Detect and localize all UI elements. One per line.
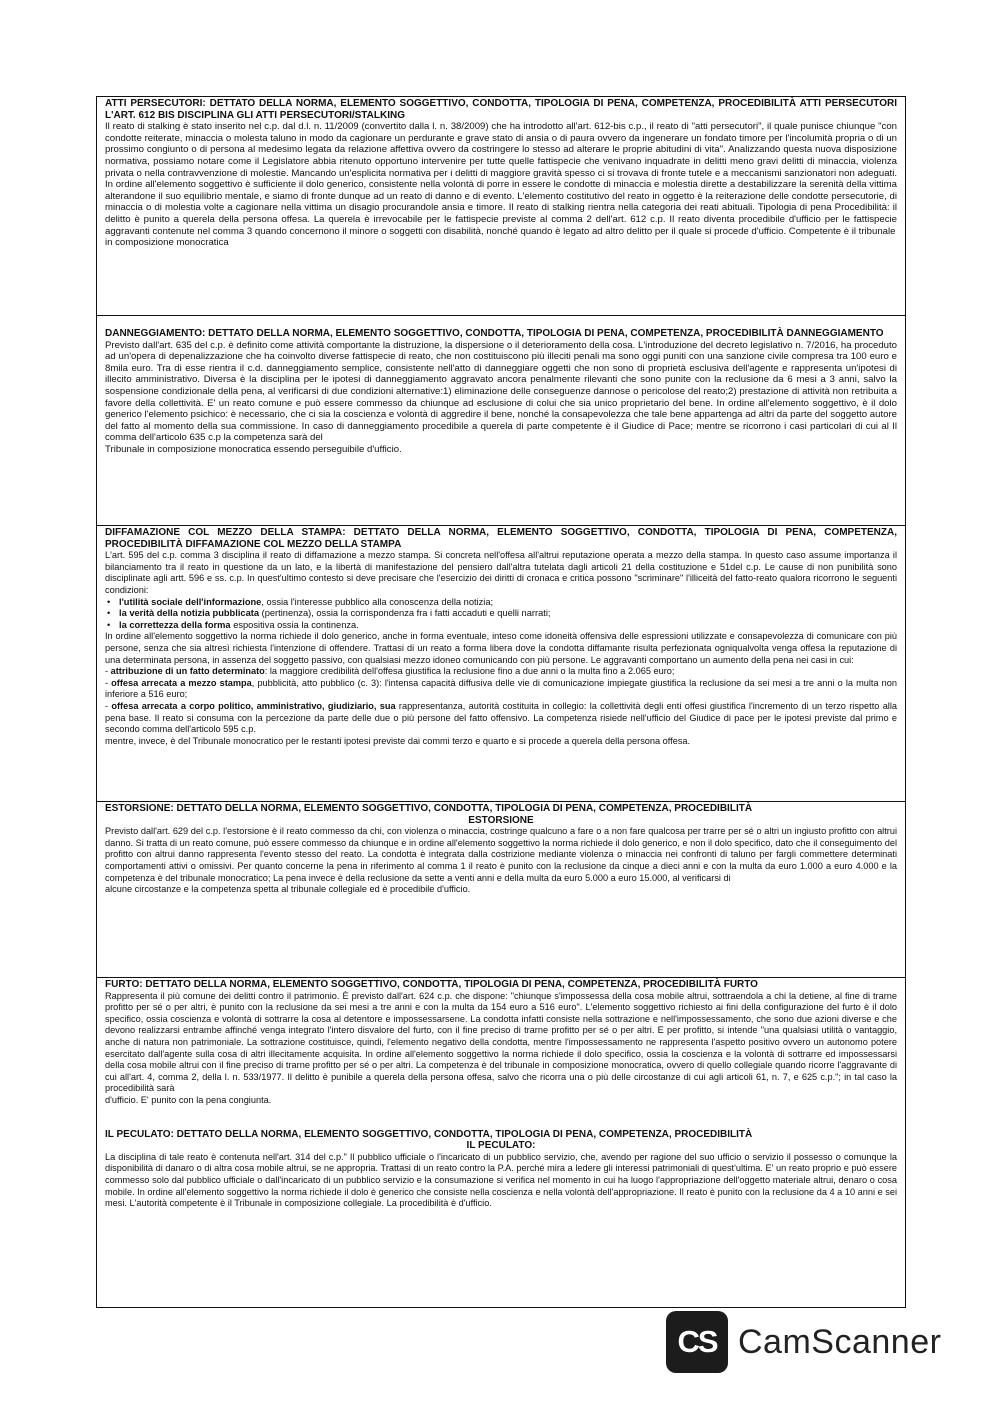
section-body: Il reato di stalking è stato inserito nel c.p. dal d.l. n. 11/2009 (convertito dalla l. n. 38/2009) che ha introdotto all'art. 612-bis c.p., il reato di "atti persecutori", il quale punisce chiunque "con condotte reiterate, minaccia o molesta taluno in modo da cagionare un perdurante e grave stato di ansia o di paura ovvero da ingenerare un fondato timore per l'incolumità propria o di un prossimo congiunto o di persona al medesimo legata da relazione affettiva ovvero da costringere lo stesso ad alterare le proprie abitudini di vita". Analizzando questa nuova disposizione normativa, possiamo notare come il Legislatore abbia ritenuto opportuno intervenire per tutte quelle fattispecie che venivano inquadrate in delitti meno gravi delitti di minaccia, violenza privata o nella contravvenzione di molestie. Mancando un'esplicita normativa per i delitti di maggiore gravità spesso ci si trovava di fronte tutele e a meccanismi sanzionatori non adeguati. In ordine all'elemento soggettivo è sufficiente il dolo generico, consistente nella volontà di porre in essere le condotte di minaccia e molestia dirette a destabilizzare la serenità della vittima alterandone il suo equilibrio mentale, e siamo di fronte dunque ad un reato di danno e di evento. L'elemento costitutivo del reato in oggetto è la reiterazione delle condotte persecutorie, di minaccia o di molestia volte a cagionare nella vittima un disagio procurandole ansia e timore. Il reato di stalking rientra nella categoria dei reati abituali. Tipologia di pena Procedibilità: il delitto è punito a querela della persona offesa. La querela è irrevocabile per le fattispecie previste al comma 2 dell'art. 612 c.p. Il reato diventa procedibile d'ufficio per le fattispecie aggravanti contenute nel comma 3 quando concernono il minore o soggetti con disabilità, nonché quando è legato ad altro delitto per il quale si procede d'ufficio. Competente è il tribunale	[105, 121, 897, 237]
list-item: • l'utilità sociale dell'informazione, ossia l'interesse pubblico alla conoscenza della notizia;	[119, 597, 897, 609]
conditions-list	[105, 597, 897, 632]
section-estorsione	[97, 802, 905, 978]
section-title-line2: ESTORSIONE	[468, 814, 534, 826]
section-danneggiamento	[97, 316, 905, 526]
section-body: Previsto dall'art. 629 del c.p. l'estorsione è il reato commesso da chi, con violenza o minaccia, costringe qualcuno a fare o a non fare qualcosa per trarre per sé o altri un ingiusto profitto con altrui danno. Si tratta di un reato comune, può essere commesso da chiunque e in ordine all'elemento soggettivo la norma richiede il dolo generico, e non il dolo specifico, dato che il conseguimento del profitto con altrui danno rappresenta l'evento stesso del reato. La condotta è integrata dalla costrizione mediante violenza o minaccia nei confronti di taluno per fargli commettere determinati comportamenti attivi o omissivi. Per quanto concerne la pena in riferimento al comma 1 il reato è punito con la reclusione da cinque a dieci anni e con la multa da euro 1.000 a euro 4.000 e la competenza è del tribunale monocratico; La pena invece è della reclusione da sette a venti anni e della multa da euro 5.000 a euro 15.000, al verificarsi di	[105, 826, 897, 883]
section-furto	[97, 978, 905, 1309]
section-body-tail: Tribunale in composizione monocratica essendo perseguibile d'ufficio.	[105, 443, 402, 455]
section-title: FURTO: DETTATO DELLA NORMA, ELEMENTO SOGGETTIVO, CONDOTTA, TIPOLOGIA DI PENA, COMPETENZA, PROCEDIBILITÀ FURTO	[105, 979, 758, 990]
list-item: • la correttezza della forma espositiva ossia la continenza.	[119, 620, 897, 632]
section-title: DANNEGGIAMENTO: DETTATO DELLA NORMA, ELEMENTO SOGGETTIVO, CONDOTTA, TIPOLOGIA DI PENA, COMPETENZA, PROCEDIBILITÀ DANNEGGIAMENTO	[105, 328, 884, 339]
camscanner-logo-icon: CS	[666, 1311, 728, 1373]
section-body-tail: alcune circostanze e la competenza spetta al tribunale collegiale ed è procedibile d'ufficio.	[105, 884, 471, 895]
section-title: IL PECULATO: DETTATO DELLA NORMA, ELEMENTO SOGGETTIVO, CONDOTTA, TIPOLOGIA DI PENA, COMPETENZA, PROCEDIBILITÀ	[105, 1128, 753, 1140]
section-title: ESTORSIONE: DETTATO DELLA NORMA, ELEMENTO SOGGETTIVO, CONDOTTA, TIPOLOGIA DI PENA, COMPETENZA, PROCEDIBILITÀ	[105, 803, 753, 814]
document-table	[96, 96, 906, 1308]
section-diffamazione	[97, 526, 905, 802]
section-body: La disciplina di tale reato è contenuta nell'art. 314 del c.p." Il pubblico ufficiale o l'incaricato di un pubblico servizio, che, avendo per ragione del suo ufficio o servizio il possesso o comunque la disponibilità di danaro o di altra cosa mobile altrui, se ne appropria. Trattasi di un reato contro la P.A. perché mira a ledere gli interessi patrimoniali di quest'ultima. E' un reato proprio e può essere commesso solo dal pubblico ufficiale o dall'incaricato di un pubblico servizio e la consumazione si verifica nel momento in cui ha luogo l'appropriazione dell'oggetto materiale altrui, denaro o cosa mobile. In ordine all'elemento soggettivo la norma richiede il dolo è generico che consiste nella coscienza e nella volontà dell'appropriazione. Il reato è punito con la reclusione da 4 a 10 anni e sei mesi. L'autorità competente è il Tribunale in composizione collegiale. La procedibilità è d'ufficio.	[105, 1151, 897, 1209]
aggravante-item: - offesa arrecata a mezzo stampa, pubblicità, atto pubblico (c. 3): l'intensa capacità diffusiva delle vie di comunicazione impiegate giustifica la reclusione da sei mesi a tre anni o la multa non inferiore a 516 euro;	[105, 677, 897, 700]
section-body: Rappresenta il più comune dei delitti contro il patrimonio. È previsto dall'art. 624 c.p. che dispone: "chiunque s'impossessa della cosa mobile altrui, sottraendola a chi la detiene, al fine di trarne profitto per sé o per altri, è punito con la reclusione da sei mesi a tre anni e con la multa da 154 euro a 516 euro". L'elemento soggettivo richiesto ai fini della configurazione del furto è il dolo specifico, ossia coscienza e volontà di sottrarre la cosa al detentore e impossessarsene. La condotta infatti consiste nella sottrazione e nell'impossessamento, che sono due azioni diverse e che devono realizzarsi entrambe affinché venga integrato l'intero disvalore del furto, con il fine preciso di trarne profitto per sé o per altri. E per profitto, si intende "una qualsiasi utilità o vantaggio, anche di natura non patrimoniale. La sottrazione costituisce, quindi, l'elemento negativo della condotta, mentre l'impossessamento ne rappresenta l'aspetto positivo ovvero un autonomo potere esercitato dall'agente sulla cosa di altri illecitamente acquisita. In ordine all'elemento soggettivo la norma richiede il dolo specifico, ossia la coscienza e la volontà di sottrarre ed impossessarsi della cosa mobile altrui con il fine preciso di trarne profitto per sé o per altri. La competenza è del tribunale in composizione monocratica, ovvero di quello collegiale quando ricorre l'aggravante di cui all'art. 4, comma 2, della l. n. 533/1977. Il delitto è punibile a querela della persona offesa, salvo che ricorra una o più delle circostanze di cui agli articoli 61, n. 7, e 625 c.p."; in tal caso la procedibilità sarà	[105, 990, 897, 1094]
section-title: ATTI PERSECUTORI: DETTATO DELLA NORMA, ELEMENTO SOGGETTIVO, CONDOTTA, TIPOLOGIA DI PENA, COMPETENZA, PROCEDIBILITÀ ATTI PERSECUTORI L'ART. 612 BIS DISCIPLINA GLI ATTI PERSECUTORI/STALKING	[105, 98, 897, 121]
section-atti-persecutori	[97, 97, 905, 316]
section-body: Previsto dall'art. 635 del c.p. è definito come attività comportante la distruzione, la dispersione o il deterioramento della cosa. L'introduzione del decreto legislativo n. 7/2016, ha proceduto ad un'opera di depenalizzazione che ha coinvolto diverse fattispecie di reato, che non costituiscono più illeciti penali ma sono oggi puniti con una sanzione civile compresa tra 100 euro e 8mila euro. Tra di esse rientra il c.d. danneggiamento semplice, consistente nell'atto di danneggiare oggetti che non sono di proprietà esclusiva dell'agente e rappresenta un'ipotesi di illecito amministrativo. Diversa è la disciplina per le ipotesi di danneggiamento aggravato ancora penalmente rilevanti che sono punite con la reclusione da 6 mesi a 3 anni, salvo la sospensione condizionale della pena, al verificarsi di due condizioni alternative:1) eliminazione delle conseguenze dannose o pericolose del reato;2) prestazione di attività non retribuita a favore della collettività. E' un reato comune e può essere commesso da chiunque ad esclusione di colui che sia unico proprietario del bene. In ordine all'elemento soggettivo, è il dolo generico l'elemento psichico: è necessario, che ci sia la coscienza e volontà di aggredire il bene, nonché la consapevolezza che tale bene appartenga ad altri da parte del soggetto autore del fatto al momento della sua commissione. In caso di danneggiamento procedibile a querela di parte competente è il Giudice di Pace; mentre se ricorrono i casi particolari di cui al Il comma dell'articolo 635 c.p la competenza sarà del	[105, 339, 897, 444]
camscanner-text: CamScanner	[738, 1322, 942, 1361]
section-body-tail: mentre, invece, è del Tribunale monocratico per le restanti ipotesi previste dai commi terzo e quarto e si procede a querela della persona offesa.	[105, 735, 691, 746]
section-intro: L'art. 595 del c.p. comma 3 disciplina il reato di diffamazione a mezzo stampa. Si concreta nell'offesa all'altrui reputazione operata a mezzo della stampa. In questo caso assume importanza il bilanciamento tra il reato in questione da un lato, e la libertà di manifestazione del pensiero dall'altra tutelata dagli articoli 21 della costituzione e 51del c.p. Le cause di non punibilità sono disciplinate agli artt. 596 e ss. c.p. In quest'ultimo contesto si deve precisare che l'esercizio dei diritti di cronaca e critica possono "scriminare" l'illiceità del fatto-reato qualora ricorrono le seguenti condizioni:	[105, 550, 897, 595]
section-middle: In ordine all'elemento soggettivo la norma richiede il dolo generico, anche in forma eventuale, inteso come idoneità offensiva delle espressioni utilizzate e consapevolezza di comunicare con più persone, senza che sia altresì richiesta l'intenzione di offendere. Trattasi di un reato a forma libera dove la condotta diffamante risulta perfezionata ogniqualvolta venga offesa la reputazione di una determinata persona, in assenza del soggetto passivo, con qualsiasi mezzo idoneo comunicando con più persone. Le aggravanti comportano un aumento della pena nei casi in cui:	[105, 631, 897, 665]
section-title-line2: IL PECULATO:	[466, 1140, 536, 1152]
section-body-tail: d'ufficio. E' punito con la pena congiunta.	[105, 1094, 272, 1105]
section-body-tail: in composizione monocratica	[105, 237, 229, 249]
list-item: • la verità della notizia pubblicata (pertinenza), ossia la corrispondenza fra i fatti accaduti e quelli narrati;	[119, 608, 897, 620]
section-peculato	[105, 1129, 897, 1210]
section-title: DIFFAMAZIONE COL MEZZO DELLA STAMPA: DETTATO DELLA NORMA, ELEMENTO SOGGETTIVO, CONDOTTA, TIPOLOGIA DI PENA, COMPETENZA, PROCEDIBILITÀ DIFFAMAZIONE COL MEZZO DELLA STAMPA	[105, 527, 897, 550]
aggravante-item: - attribuzione di un fatto determinato: la maggiore credibilità dell'offesa giustifica la reclusione fino a due anni o la multa fino a 2.065 euro;	[105, 666, 675, 677]
aggravante-item: - offesa arrecata a corpo politico, amministrativo, giudiziario, sua rappresentanza, autorità costituita in collegio: la collettività degli enti offesi giustifica l'incremento di un terzo rispetto alla pena base. Il reato si consuma con la percezione da parte delle due o più persone del fatto offensivo. La competenza risiede nell'ufficio del Giudice di pace per le ipotesi previste dal primo e secondo comma dell'articolo 595 c.p.	[105, 700, 897, 735]
camscanner-watermark	[666, 1311, 941, 1373]
